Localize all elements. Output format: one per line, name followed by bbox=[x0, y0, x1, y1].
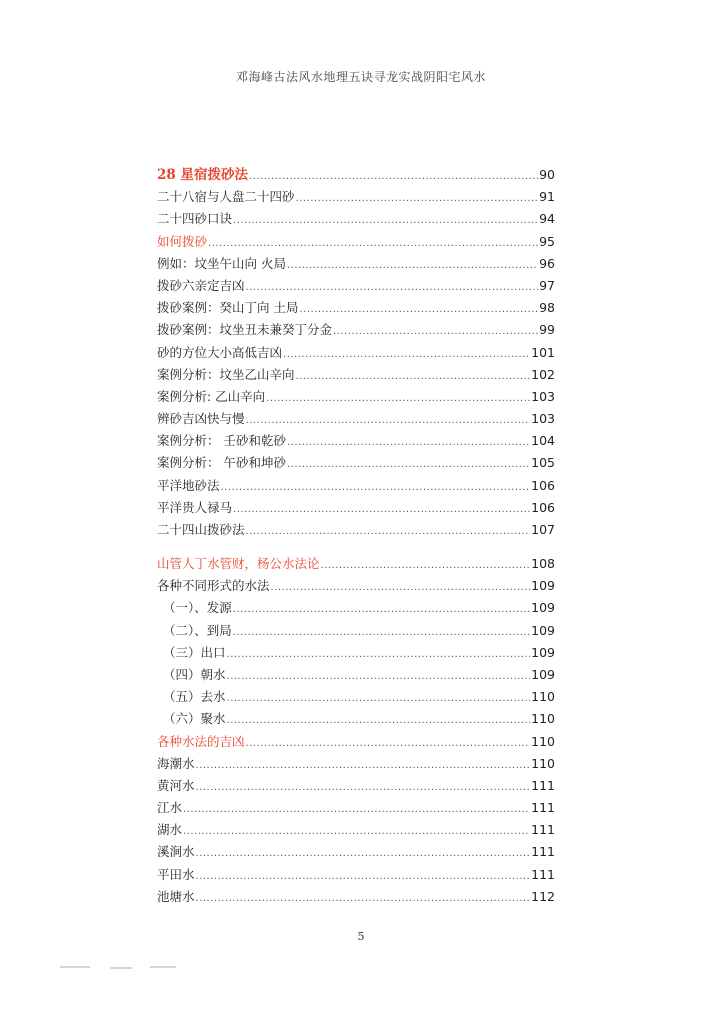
toc-dot-leader bbox=[233, 620, 530, 644]
toc-dot-leader bbox=[287, 452, 530, 476]
toc-entry-title: 案例分析： 壬砂和乾砂 bbox=[157, 433, 286, 449]
toc-dot-leader bbox=[287, 430, 530, 454]
toc-entry-title: 溪涧水 bbox=[157, 844, 195, 860]
toc-dot-leader bbox=[246, 408, 531, 432]
toc-entry[interactable] bbox=[157, 475, 555, 497]
scan-artifact bbox=[60, 966, 90, 968]
toc-entry-title: 拨砂六亲定吉凶 bbox=[157, 277, 245, 293]
toc-dot-leader bbox=[227, 686, 531, 710]
toc-entry[interactable] bbox=[157, 430, 555, 452]
toc-entry-title: 砂的方位大小高低吉凶 bbox=[157, 344, 283, 360]
toc-entry[interactable] bbox=[157, 386, 555, 408]
toc-entry-page: 111 bbox=[531, 844, 555, 860]
page-number: 5 bbox=[357, 930, 365, 943]
toc-entry-page: 110 bbox=[531, 689, 555, 705]
toc-entry[interactable] bbox=[157, 275, 555, 297]
toc-entry[interactable] bbox=[157, 208, 555, 230]
toc-entry-title: 例如：坟坐午山向 火局 bbox=[157, 255, 286, 271]
toc-entry-title: 江水 bbox=[157, 800, 183, 816]
toc-entry[interactable] bbox=[157, 408, 555, 430]
toc-entry-title: 海潮水 bbox=[157, 755, 195, 771]
toc-entry-title: 二十八宿与人盘二十四砂 bbox=[157, 189, 295, 205]
toc-dot-leader bbox=[233, 208, 538, 232]
toc-entry-title: 辨砂吉凶快与慢 bbox=[157, 411, 245, 427]
toc-entry[interactable] bbox=[157, 775, 555, 797]
toc-entry[interactable] bbox=[157, 164, 555, 186]
toc-entry[interactable] bbox=[157, 297, 555, 319]
toc-entry[interactable] bbox=[157, 186, 555, 208]
toc-entry-page: 110 bbox=[531, 755, 555, 771]
toc-entry[interactable] bbox=[157, 364, 555, 386]
toc-entry-page: 109 bbox=[531, 622, 555, 638]
toc-entry-page: 106 bbox=[531, 499, 555, 515]
toc-entry-page: 109 bbox=[531, 666, 555, 682]
toc-dot-leader bbox=[196, 753, 531, 777]
toc-dot-leader bbox=[266, 386, 530, 410]
toc-entry-page: 99 bbox=[539, 322, 555, 338]
toc-dot-leader bbox=[233, 497, 530, 521]
toc-dot-leader bbox=[249, 164, 538, 188]
toc-entry[interactable] bbox=[157, 686, 555, 708]
toc-entry-page: 112 bbox=[531, 888, 555, 904]
toc-dot-leader bbox=[196, 886, 531, 910]
toc-entry[interactable] bbox=[157, 819, 555, 841]
toc-dot-leader bbox=[246, 519, 531, 543]
toc-entry-title: 各种不同形式的水法 bbox=[157, 578, 270, 594]
toc-entry-page: 111 bbox=[531, 866, 555, 882]
toc-entry-page: 104 bbox=[531, 433, 555, 449]
toc-dot-leader bbox=[227, 708, 531, 732]
table-of-contents-section-1 bbox=[157, 164, 555, 541]
toc-dot-leader bbox=[283, 342, 530, 366]
toc-entry-page: 109 bbox=[531, 578, 555, 594]
toc-entry[interactable] bbox=[157, 452, 555, 474]
toc-dot-leader bbox=[333, 319, 538, 343]
toc-dot-leader bbox=[183, 819, 530, 843]
scan-artifact bbox=[110, 967, 132, 969]
toc-entry[interactable] bbox=[157, 497, 555, 519]
toc-entry-page: 110 bbox=[531, 711, 555, 727]
toc-entry[interactable] bbox=[157, 886, 555, 908]
toc-entry[interactable] bbox=[157, 342, 555, 364]
toc-entry-title: 如何拨砂 bbox=[157, 233, 208, 249]
toc-dot-leader bbox=[227, 642, 531, 666]
toc-entry-page: 111 bbox=[531, 777, 555, 793]
toc-entry-title: 平洋贵人禄马 bbox=[157, 499, 233, 515]
toc-entry-title: 二十四砂口诀 bbox=[157, 211, 233, 227]
toc-entry[interactable] bbox=[157, 708, 555, 730]
toc-entry-title: 二十四山拨砂法 bbox=[157, 522, 245, 537]
toc-entry[interactable] bbox=[157, 620, 555, 642]
toc-entry-page: 91 bbox=[539, 189, 555, 205]
toc-entry-page: 109 bbox=[531, 644, 555, 660]
toc-dot-leader bbox=[321, 553, 531, 577]
toc-entry[interactable] bbox=[157, 553, 555, 575]
toc-entry-page: 95 bbox=[539, 233, 555, 249]
toc-entry[interactable] bbox=[157, 319, 555, 341]
toc-entry-page: 109 bbox=[531, 600, 555, 616]
toc-entry[interactable] bbox=[157, 664, 555, 686]
toc-entry-page: 110 bbox=[531, 733, 555, 749]
toc-dot-leader bbox=[271, 575, 531, 599]
toc-dot-leader bbox=[183, 797, 530, 821]
toc-entry-page: 103 bbox=[531, 411, 555, 427]
toc-entry[interactable] bbox=[157, 841, 555, 863]
toc-dot-leader bbox=[296, 186, 539, 210]
toc-dot-leader bbox=[299, 297, 538, 321]
toc-entry-title: 各种水法的吉凶 bbox=[157, 733, 245, 749]
toc-entry-title: （四）朝水 bbox=[163, 666, 226, 682]
toc-entry-title: 案例分析：坟坐乙山辛向 bbox=[157, 366, 295, 382]
toc-entry-title: 池塘水 bbox=[157, 888, 195, 904]
toc-entry-page: 96 bbox=[539, 255, 555, 271]
toc-dot-leader bbox=[208, 231, 538, 255]
toc-entry-page: 105 bbox=[531, 455, 555, 471]
toc-entry-page: 101 bbox=[531, 344, 555, 360]
toc-entry-page: 94 bbox=[539, 211, 555, 227]
toc-entry-title: 黄河水 bbox=[157, 777, 195, 793]
toc-entry-title: 案例分析: 乙山辛向 bbox=[157, 388, 266, 404]
toc-entry-title: 平田水 bbox=[157, 866, 195, 882]
toc-entry-title: （六）聚水 bbox=[163, 711, 226, 727]
scan-artifact bbox=[150, 966, 176, 968]
toc-entry[interactable] bbox=[157, 753, 555, 775]
toc-entry-title: （一）、发源 bbox=[163, 600, 232, 616]
toc-entry-title: 湖水 bbox=[157, 822, 183, 838]
toc-dot-leader bbox=[296, 364, 531, 388]
toc-entry-page: 102 bbox=[531, 366, 555, 382]
running-head: 邓海峰古法风水地理五诀寻龙实战阴阳宅风水 bbox=[235, 70, 486, 84]
toc-dot-leader bbox=[196, 841, 531, 865]
toc-entry-title: 平洋地砂法 bbox=[157, 477, 220, 493]
toc-dot-leader bbox=[221, 475, 531, 499]
toc-entry-page: 90 bbox=[539, 167, 555, 182]
toc-entry-page: 97 bbox=[539, 277, 555, 293]
toc-entry-title: （三）出口 bbox=[163, 644, 226, 660]
toc-entry-title: 拨砂案例：癸山丁向 土局 bbox=[157, 300, 299, 316]
toc-entry[interactable] bbox=[157, 519, 555, 541]
toc-entry-title: 山管人丁水管财，杨公水法论 bbox=[157, 556, 320, 571]
table-of-contents-section-2 bbox=[157, 553, 555, 908]
toc-entry[interactable] bbox=[157, 575, 555, 597]
toc-dot-leader bbox=[287, 253, 538, 277]
toc-entry-page: 98 bbox=[539, 300, 555, 316]
toc-entry[interactable] bbox=[157, 731, 555, 753]
toc-entry[interactable] bbox=[157, 597, 555, 619]
toc-dot-leader bbox=[246, 275, 539, 299]
toc-entry-page: 108 bbox=[531, 556, 555, 571]
toc-dot-leader bbox=[196, 864, 531, 888]
toc-entry-page: 103 bbox=[531, 388, 555, 404]
toc-entry-page: 111 bbox=[531, 800, 555, 816]
toc-entry-page: 111 bbox=[531, 822, 555, 838]
toc-dot-leader bbox=[246, 731, 531, 755]
toc-dot-leader bbox=[196, 775, 531, 799]
toc-entry[interactable] bbox=[157, 253, 555, 275]
toc-entry[interactable] bbox=[157, 231, 555, 253]
toc-entry-title: 28 星宿拨砂法 bbox=[157, 167, 248, 183]
toc-entry-title: （五）去水 bbox=[163, 689, 226, 705]
toc-entry[interactable] bbox=[157, 797, 555, 819]
toc-entry[interactable] bbox=[157, 864, 555, 886]
toc-entry[interactable] bbox=[157, 642, 555, 664]
toc-entry-title: （二）、到局 bbox=[163, 622, 232, 638]
toc-entry-title: 拨砂案例：坟坐丑未兼癸丁分金 bbox=[157, 322, 333, 338]
toc-entry-page: 106 bbox=[531, 477, 555, 493]
toc-entry-title: 案例分析： 午砂和坤砂 bbox=[157, 455, 286, 471]
toc-dot-leader bbox=[227, 664, 531, 688]
toc-entry-page: 107 bbox=[531, 522, 555, 537]
toc-dot-leader bbox=[233, 597, 530, 621]
